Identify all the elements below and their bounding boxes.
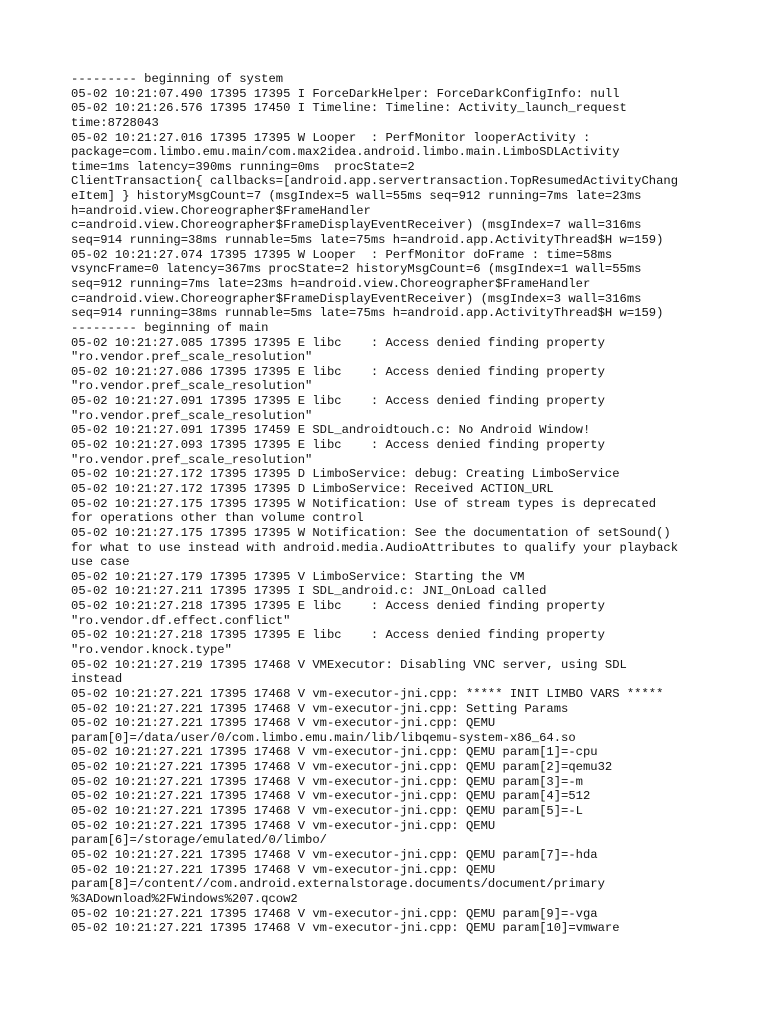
log-line: 05-02 10:21:26.576 17395 17450 I Timeline: Timeline: Activity_launch_request xyxy=(71,101,627,116)
log-line: 05-02 10:21:27.093 17395 17395 E libc : Access denied finding property xyxy=(71,438,605,453)
log-line: instead xyxy=(71,672,123,687)
log-line: param[8]=/content//com.android.externalstorage.documents/document/primary xyxy=(71,877,605,892)
log-line: eItem] } historyMsgCount=7 (msgIndex=5 wall=55ms seq=912 running=7ms late=23ms xyxy=(71,189,642,204)
log-line: 05-02 10:21:27.221 17395 17468 V vm-executor-jni.cpp: QEMU xyxy=(71,818,496,833)
log-line: 05-02 10:21:27.175 17395 17395 W Notification: Use of stream types is deprecated xyxy=(71,496,657,511)
log-line: 05-02 10:21:27.221 17395 17468 V vm-executor-jni.cpp: QEMU xyxy=(71,862,496,877)
log-line: 05-02 10:21:27.221 17395 17468 V vm-executor-jni.cpp: QEMU xyxy=(71,716,496,731)
log-line: 05-02 10:21:27.218 17395 17395 E libc : Access denied finding property xyxy=(71,599,605,614)
log-line: 05-02 10:21:27.172 17395 17395 D LimboService: debug: Creating LimboService xyxy=(71,467,620,482)
log-line: param[0]=/data/user/0/com.limbo.emu.main/lib/libqemu-system-x86_64.so xyxy=(71,730,576,745)
log-line: package=com.limbo.emu.main/com.max2idea.android.limbo.main.LimboSDLActivity xyxy=(71,145,620,160)
log-line: --------- beginning of main xyxy=(71,320,269,335)
log-line: 05-02 10:21:27.211 17395 17395 I SDL_android.c: JNI_OnLoad called xyxy=(71,584,547,599)
log-line: 05-02 10:21:27.221 17395 17468 V vm-executor-jni.cpp: QEMU param[9]=-vga xyxy=(71,906,598,921)
log-line: %3ADownload%2FWindows%207.qcow2 xyxy=(71,891,298,906)
log-line: use case xyxy=(71,555,130,570)
log-line: 05-02 10:21:27.175 17395 17395 W Notification: See the documentation of setSound() xyxy=(71,525,671,540)
log-line: "ro.vendor.pref_scale_resolution" xyxy=(71,452,313,467)
log-line: 05-02 10:21:27.221 17395 17468 V vm-executor-jni.cpp: Setting Params xyxy=(71,701,569,716)
log-line: 05-02 10:21:27.221 17395 17468 V vm-executor-jni.cpp: QEMU param[3]=-m xyxy=(71,774,583,789)
log-line: 05-02 10:21:27.091 17395 17459 E SDL_androidtouch.c: No Android Window! xyxy=(71,423,591,438)
log-line: 05-02 10:21:27.172 17395 17395 D LimboService: Received ACTION_URL xyxy=(71,481,554,496)
log-line: 05-02 10:21:27.221 17395 17468 V vm-executor-jni.cpp: QEMU param[2]=qemu32 xyxy=(71,760,613,775)
log-line: seq=914 running=38ms runnable=5ms late=75ms h=android.app.ActivityThread$H w=159) xyxy=(71,233,664,248)
log-line: 05-02 10:21:27.016 17395 17395 W Looper : PerfMonitor looperActivity : xyxy=(71,130,591,145)
log-line: "ro.vendor.knock.type" xyxy=(71,642,232,657)
log-line: ClientTransaction{ callbacks=[android.app.servertransaction.TopResumedActivityChang xyxy=(71,174,679,189)
log-line: 05-02 10:21:07.490 17395 17395 I ForceDarkHelper: ForceDarkConfigInfo: null xyxy=(71,86,620,101)
log-line: 05-02 10:21:27.219 17395 17468 V VMExecutor: Disabling VNC server, using SDL xyxy=(71,657,627,672)
log-line: for what to use instead with android.media.AudioAttributes to qualify your playback xyxy=(71,540,679,555)
log-line: 05-02 10:21:27.221 17395 17468 V vm-executor-jni.cpp: QEMU param[1]=-cpu xyxy=(71,745,598,760)
log-line: 05-02 10:21:27.086 17395 17395 E libc : Access denied finding property xyxy=(71,364,605,379)
log-line: h=android.view.Choreographer$FrameHandler xyxy=(71,203,371,218)
log-line: 05-02 10:21:27.091 17395 17395 E libc : Access denied finding property xyxy=(71,394,605,409)
log-line: --------- beginning of system xyxy=(71,72,284,86)
log-line: "ro.vendor.pref_scale_resolution" xyxy=(71,379,313,394)
log-line: 05-02 10:21:27.074 17395 17395 W Looper : PerfMonitor doFrame : time=58ms xyxy=(71,247,613,262)
log-line: time=1ms latency=390ms running=0ms procState=2 xyxy=(71,159,415,174)
log-line: seq=912 running=7ms late=23ms h=android.view.Choreographer$FrameHandler xyxy=(71,276,591,291)
log-line: 05-02 10:21:27.179 17395 17395 V LimboService: Starting the VM xyxy=(71,569,525,584)
log-line: c=android.view.Choreographer$FrameDisplayEventReceiver) (msgIndex=3 wall=316ms xyxy=(71,291,642,306)
log-line: 05-02 10:21:27.221 17395 17468 V vm-executor-jni.cpp: QEMU param[4]=512 xyxy=(71,789,591,804)
log-line: 05-02 10:21:27.221 17395 17468 V vm-executor-jni.cpp: QEMU param[5]=-L xyxy=(71,804,583,819)
log-line: 05-02 10:21:27.218 17395 17395 E libc : Access denied finding property xyxy=(71,628,605,643)
log-line: "ro.vendor.pref_scale_resolution" xyxy=(71,350,313,365)
log-text-body xyxy=(71,72,761,936)
log-line: "ro.vendor.df.effect.conflict" xyxy=(71,613,291,628)
log-line: 05-02 10:21:27.221 17395 17468 V vm-executor-jni.cpp: ***** INIT LIMBO VARS ***** xyxy=(71,686,664,701)
log-line: seq=914 running=38ms runnable=5ms late=75ms h=android.app.ActivityThread$H w=159) xyxy=(71,306,664,321)
log-line: param[6]=/storage/emulated/0/limbo/ xyxy=(71,833,327,848)
log-line: time:8728043 xyxy=(71,115,159,130)
log-line: vsyncFrame=0 latency=367ms procState=2 historyMsgCount=6 (msgIndex=1 wall=55ms xyxy=(71,262,642,277)
log-line: 05-02 10:21:27.085 17395 17395 E libc : Access denied finding property xyxy=(71,335,605,350)
log-line: for operations other than volume control xyxy=(71,511,364,526)
log-line: 05-02 10:21:27.221 17395 17468 V vm-executor-jni.cpp: QEMU param[10]=vmware xyxy=(71,921,620,936)
log-line: c=android.view.Choreographer$FrameDisplayEventReceiver) (msgIndex=7 wall=316ms xyxy=(71,218,642,233)
log-line: 05-02 10:21:27.221 17395 17468 V vm-executor-jni.cpp: QEMU param[7]=-hda xyxy=(71,847,598,862)
log-line: "ro.vendor.pref_scale_resolution" xyxy=(71,408,313,423)
